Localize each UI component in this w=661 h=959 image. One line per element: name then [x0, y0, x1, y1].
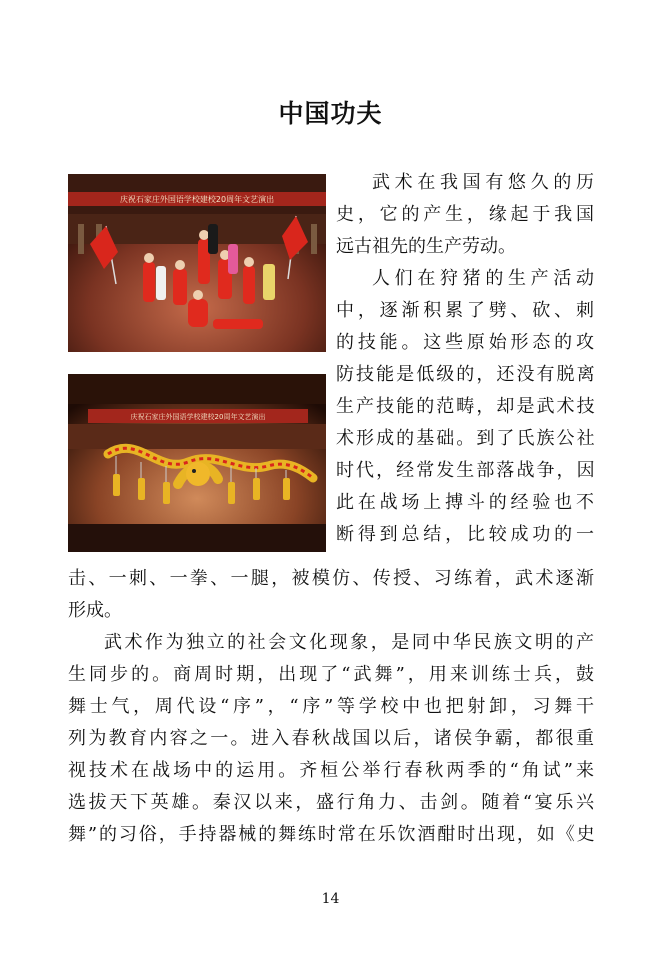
page-number: 14: [321, 891, 340, 907]
text-line: 武术在我国有悠久的历: [372, 172, 594, 193]
text-line: 武术作为独立的社会文化现象，是同中华民族文明的产: [104, 632, 594, 653]
text-line: 生产技能的范畴，却是武术技: [336, 396, 594, 417]
text-line: 舞”的习俗，手持器械的舞练时常在乐饮酒酣时出现，如《史: [68, 824, 594, 845]
text-line: 防技能是低级的，还没有脱离: [336, 364, 594, 385]
text-line: 击、一刺、一拳、一腿，被模仿、传授、习练着，武术逐渐: [68, 568, 594, 589]
text-line: 选拔天下英雄。秦汉以来，盛行角力、击剑。随着“宴乐兴: [68, 792, 594, 813]
text-line: 中，逐渐积累了劈、砍、刺: [336, 300, 594, 321]
text-line: 术形成的基础。到了氏族公社: [336, 428, 594, 449]
text-line: 人们在狩猪的生产活动: [372, 268, 594, 289]
text-line: 列为教育内容之一。进入春秋战国以后，诸侯争霸，都很重: [68, 728, 594, 749]
text-line: 时代，经常发生部落战争，因: [336, 460, 594, 481]
text-line: 断得到总结，比较成功的一: [336, 524, 594, 545]
text-line: 的技能。这些原始形态的攻: [336, 332, 594, 353]
text-line: 形成。: [68, 600, 122, 621]
text-line: 舞士气，周代设“序”，“序”等学校中也把射卸，习舞干: [68, 696, 594, 717]
kungfu-performance-photo: [68, 174, 326, 352]
page-title: 中国功夫: [278, 99, 383, 128]
text-line: 远古祖先的生产劳动。: [336, 236, 516, 257]
text-line: 视技术在战场中的运用。齐桓公举行春秋两季的“角试”来: [68, 760, 594, 781]
dragon-dance-photo: [68, 374, 326, 552]
text-line: 生同步的。商周时期，出现了“武舞”，用来训练士兵，鼓: [68, 664, 594, 685]
photo1-banner: 庆祝石家庄外国语学校建校20周年文艺演出: [119, 195, 275, 204]
text-line: 史，它的产生，缘起于我国: [336, 204, 594, 225]
photo2-banner: 庆祝石家庄外国语学校建校20周年文艺演出: [130, 413, 266, 421]
text-line: 此在战场上搏斗的经验也不: [336, 492, 594, 513]
